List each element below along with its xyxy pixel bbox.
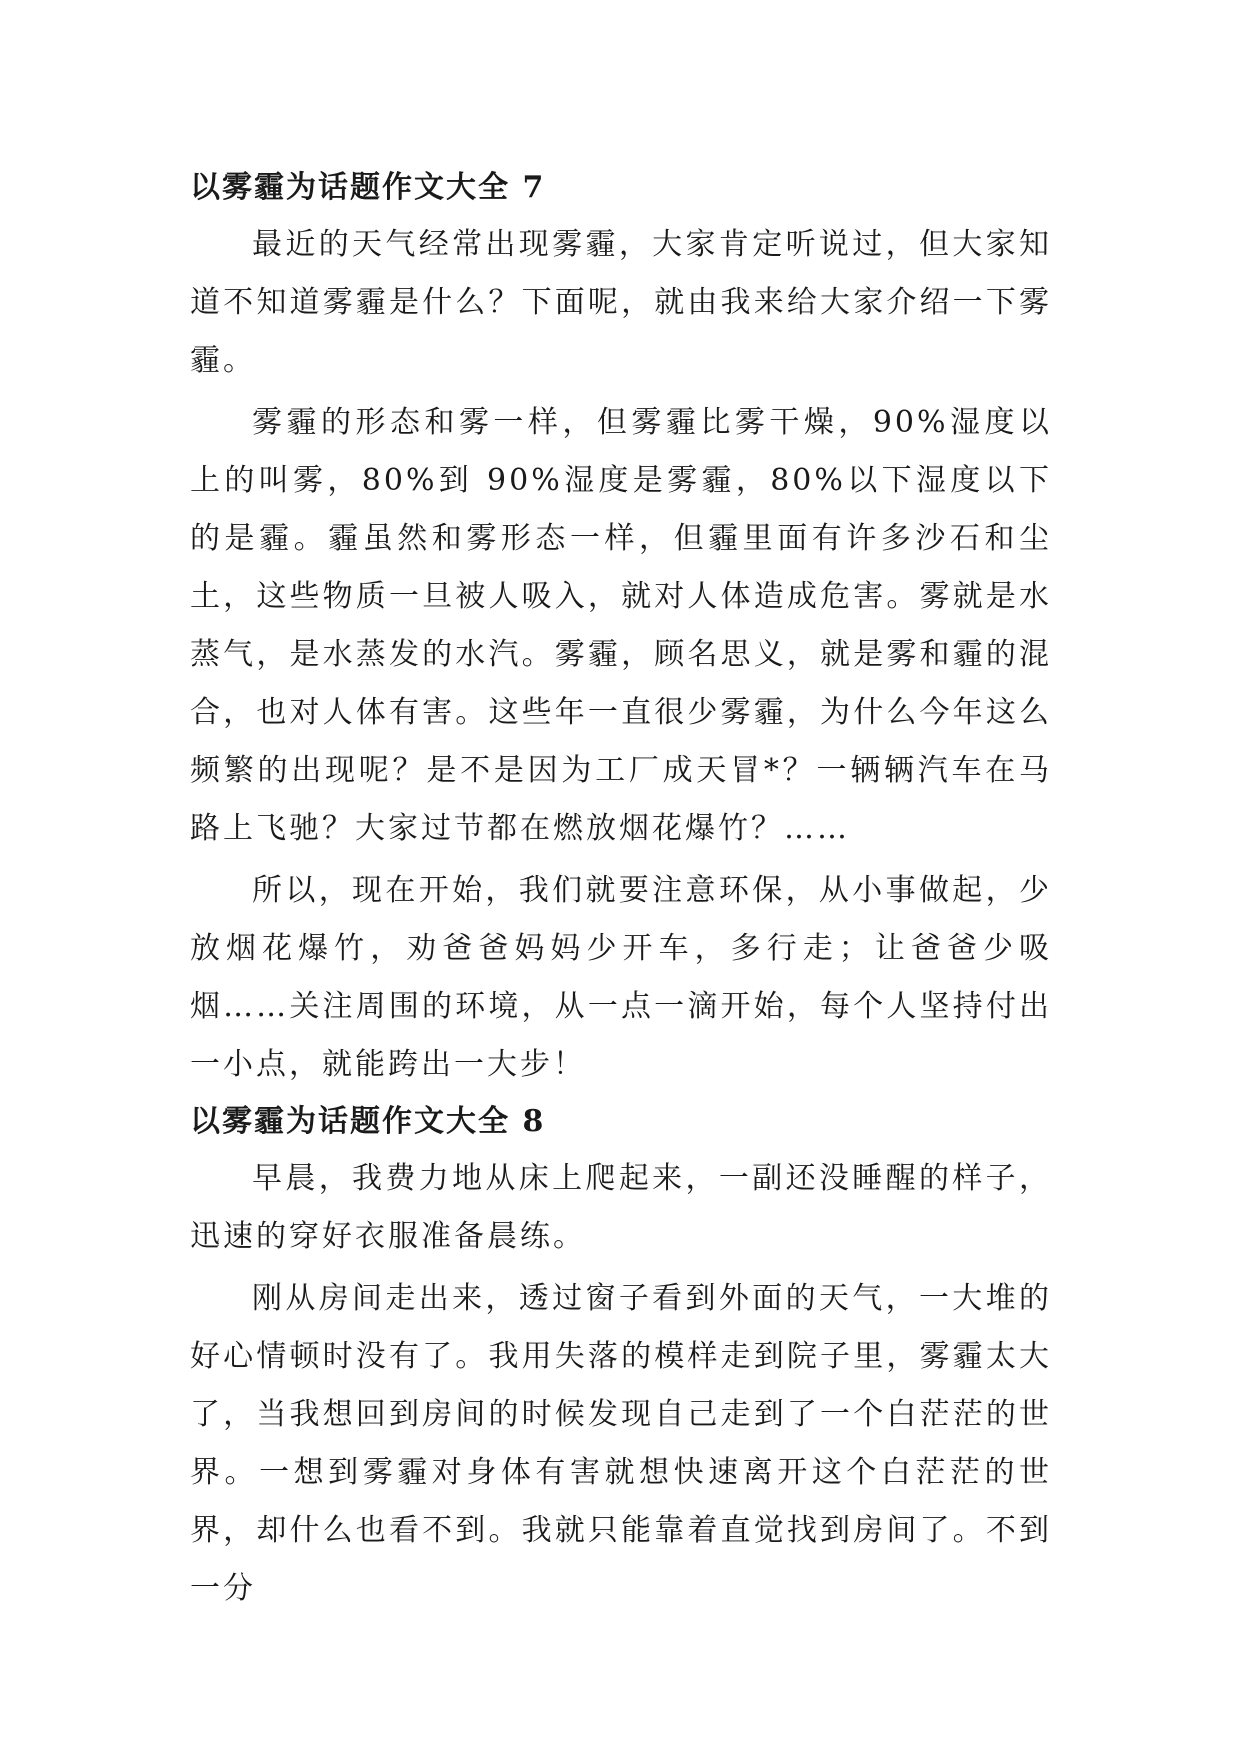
paragraph: 雾霾的形态和雾一样，但雾霾比雾干燥，90%湿度以上的叫雾，80%到 90%湿度是雾霾，80%以下湿度以下的是霾。霾虽然和雾形态一样，但霾里面有许多沙石和尘土，这些物质一旦被人吸入，就对人体造成危害。雾就是水蒸气，是水蒸发的水汽。雾霾，顾名思义，就是雾和霾的混合，也对人体有害。这些年一直很少雾霾，为什么今年这么频繁的出现呢？是不是因为工厂成天冒*？一辆辆汽车在马路上飞驰？大家过节都在燃放烟花爆竹？……: [190, 405, 1052, 846]
paragraph: 早晨，我费力地从床上爬起来，一副还没睡醒的样子，迅速的穿好衣服准备晨练。: [190, 1161, 1052, 1254]
paragraph: 最近的天气经常出现雾霾，大家肯定听说过，但大家知道不知道雾霾是什么？下面呢，就由我来给大家介绍一下雾霾。: [190, 227, 1052, 378]
essay-section-7: [190, 160, 1052, 1094]
essay-section-8: [190, 1094, 1052, 1618]
document-page: [190, 160, 1052, 1618]
paragraph: 所以，现在开始，我们就要注意环保，从小事做起，少放烟花爆竹，劝爸爸妈妈少开车，多行走；让爸爸少吸烟……关注周围的环境，从一点一滴开始，每个人坚持付出一小点，就能跨出一大步！: [190, 873, 1052, 1082]
section-title: 以雾霾为话题作文大全 7: [190, 170, 546, 205]
section-title: 以雾霾为话题作文大全 8: [190, 1104, 546, 1139]
paragraph: 刚从房间走出来，透过窗子看到外面的天气，一大堆的好心情顿时没有了。我用失落的模样走到院子里，雾霾太大了，当我想回到房间的时候发现自己走到了一个白茫茫的世界。一想到雾霾对身体有害就想快速离开这个白茫茫的世界，却什么也看不到。我就只能靠着直觉找到房间了。不到一分: [190, 1281, 1052, 1606]
